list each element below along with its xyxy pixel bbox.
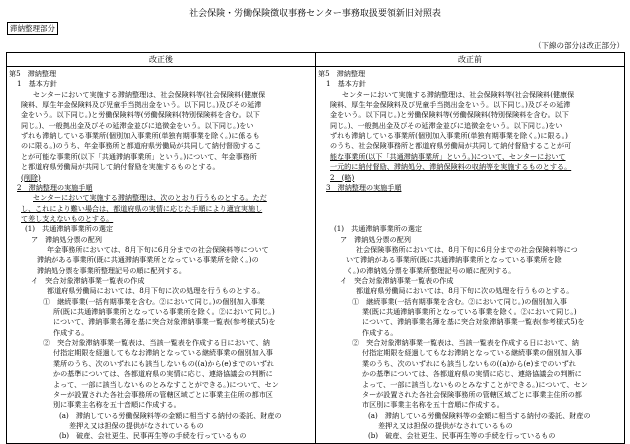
text-line: について、滞納事業名簿を基に突合対象滞納事業一覧表(参考様式5)を <box>362 317 585 327</box>
text-line: と都道府県労働局が共同して納付督励を実施するものとする。 <box>21 162 220 172</box>
text-line: よって、一部に該当しないものとみなすことができる。)について、セン <box>362 379 588 389</box>
text-line: 滞納がある事業所(既に共通滞納事業所となっている事業所を除く。)の <box>37 255 259 265</box>
text-line: (a) 滞納している労働保険料等の金額に相当する納付の委託、財産の <box>368 410 591 420</box>
text-line: 市区別に事業主名称を五十音順に作成する。 <box>362 400 504 410</box>
text-line: く。)の滞納処分票を事業所整理記号の順に配列する。 <box>346 265 516 275</box>
text-line: (削除) <box>21 172 41 182</box>
text-line: 険料、厚生年金保険料及び児童手当拠出金をいう。以下同じ。)及びその延滞 <box>330 100 571 110</box>
text-line: し、これにより難い場合は、都道府県の実情に応じた手順により適宜実施し <box>21 203 263 213</box>
text-line: ② 突合対象滞納事業一覧表は、当該一覧表を作成する日において、納 <box>352 338 579 348</box>
text-line: かの基準については、各都道府県の実情に応じ、連絡協議会の判断に <box>53 369 273 379</box>
text-line: 2 滞納整理の実施手順 <box>17 182 93 192</box>
text-line: イ 突合対象滞納事業一覧表の作成 <box>340 276 454 285</box>
text-line: のうち、社会保険事務所と都道府県労働局が共同して納付督励することが可 <box>330 141 572 151</box>
text-line: 業(既に共通滞納事業所となっている事業を除く。②において同じ。) <box>362 307 577 317</box>
text-line: (b) 破産、会社更生、民事再生等の手続を行っているもの <box>368 431 556 441</box>
text-line: (1) 共通滞納事業所の選定 <box>25 224 114 234</box>
text-line: 第5 滞納整理 <box>318 69 366 78</box>
text-line: ア 滞納処分票の配列 <box>31 234 102 244</box>
text-line: 業のうち、次のいずれにも該当しないもの((a)から(e)までのいずれ <box>362 358 576 368</box>
text-line: 滞納処分票を事業所整理記号の順に配列する。 <box>37 265 186 275</box>
text-line: ア 滞納処分票の配列 <box>340 234 411 244</box>
text-line: 2 (略) <box>330 172 355 182</box>
text-line: 1 基本方針 <box>326 79 366 89</box>
text-line: 付指定期限を経過してもなお滞納となっている継続事業の個別加入事 <box>53 348 273 358</box>
new-column <box>7 67 316 444</box>
text-line: 険料、厚生年金保険料及び児童手当拠出金をいう。以下同じ。)及びその延滞 <box>21 100 262 110</box>
text-line: かの基準については、各都道府県の実情に応じ、連絡協議会の判断に <box>362 369 582 379</box>
text-line: センターにおいて実施する滞納整理は、社会保険料等(社会保険料(健康保 <box>342 89 575 99</box>
text-line: (1) 共通滞納事業所の選定 <box>334 224 423 234</box>
text-line: 差押え又は担保の提供がなされているもの <box>378 420 513 430</box>
text-line: 所(既に共通滞納事業所となっている事業所を除く。②において同じ。) <box>53 307 275 317</box>
text-line: ずれも滞納している事業所(個別加入事業所(単独有期事業を除く。)に限る。) <box>330 131 568 141</box>
underline-note: （下線の部分は改正部分） <box>534 41 624 50</box>
text-line: ① 継続事業(一括有期事業を含む。②において同じ。)の個別加入事 <box>352 296 567 306</box>
text-line: センターにおいて実施する滞納整理は、社会保険料等(社会保険料(健康保 <box>33 89 266 99</box>
text-line: 都道府県労働局においては、8月下旬に次の処理を行うものとする。 <box>356 286 574 296</box>
text-line: ターが設置された各社会保険事務所の管轄区域ごとに事業主住所の都 <box>362 389 582 399</box>
text-line: ずれも滞納している事業所(個別加入事業所(単独有期事業を除く。)に係るも <box>21 131 260 141</box>
text-line: 一元的に納付督励、滞納処分、滞納保険料の収納等を実施するものとする。 <box>330 162 572 172</box>
text-line: (a) 滞納している労働保険料等の金額に相当する納付の委託、財産の <box>59 410 282 420</box>
text-line: 社会保険事務所においては、8月下旬に6月分までの社会保険料等につ <box>356 244 578 254</box>
text-line: ② 突合対象滞納事業一覧表は、当該一覧表を作成する日において、納 <box>43 338 270 348</box>
text-line: 金をいう。以下同じ。)と労働保険料等(労働保険料(特別保険料を含む。以下 <box>21 110 260 120</box>
text-line: 付指定期限を経過してもなお滞納となっている継続事業の個別加入事 <box>362 348 582 358</box>
text-line: 都道府県労働局においては、8月下旬に次の処理を行うものとする。 <box>47 286 265 296</box>
section-tag: 滞納整理部分 <box>7 22 58 35</box>
text-line: イ 突合対象滞納事業一覧表の作成 <box>31 276 145 285</box>
text-line: 3 滞納整理の実施手順 <box>326 182 402 192</box>
text-line: (b) 破産、会社更生、民事再生等の手続を行っているもの <box>59 431 247 441</box>
text-line: 能な事業所(以下「共通滞納事業所」という。)について、センターにおいて <box>330 151 566 161</box>
comparison-table <box>6 52 625 444</box>
text-line: 同じ。)、一般拠出金及びその延滞金並びに追徴金をいう。以下同じ。)をい <box>330 120 563 130</box>
old-column <box>316 67 625 444</box>
text-line: いて滞納がある事業所(既に共通滞納事業所となっている事業所を除 <box>346 255 562 265</box>
text-line: 業所のうち、次のいずれにも該当しないもの((a)から(e)までのいずれ <box>53 358 274 368</box>
text-line: ① 継続事業(一括有期事業を含む。②において同じ。)の個別加入事業 <box>43 296 265 306</box>
text-line: 作成する。 <box>53 327 89 337</box>
text-line: 年金事務所においては、8月下旬に6月分までの社会保険料等について <box>47 244 269 254</box>
text-line: 作成する。 <box>362 327 398 337</box>
text-line: 金をいう。以下同じ。)と労働保険料等(労働保険料(特別保険料を含む。以下 <box>330 110 569 120</box>
text-line: センターにおいて実施する滞納整理は、次のとおり行うものとする。ただ <box>33 193 267 203</box>
text-line: 1 基本方針 <box>17 79 57 89</box>
old-text-body <box>316 67 624 443</box>
text-line: て差し支えないものとする。 <box>21 213 114 223</box>
document-title: 社会保険・労働保険徴収事務センター事務取扱要領新旧対照表 <box>189 9 441 19</box>
text-line: 差押え又は担保の提供がなされているもの <box>69 420 204 430</box>
text-line: ターが設置された各社会事務所の管轄区域ごとに事業主住所の都市区 <box>53 389 273 399</box>
text-line: のに限る。)のうち、年金事務所と都道府県労働局が共同して納付督励するこ <box>21 141 262 151</box>
text-line: とが可能な事業所(以下「共通滞納事業所」という。)について、年金事務所 <box>21 151 257 161</box>
text-line: 第5 滞納整理 <box>9 69 57 78</box>
text-line: 別に事業主名称を五十音順に作成する。 <box>53 400 181 410</box>
new-column-header: 改正後 <box>7 53 316 67</box>
text-line: よって、一部に該当しないものとみなすことができる。)について、セン <box>53 379 279 389</box>
new-text-body <box>7 67 315 443</box>
text-line: について、滞納事業名簿を基に突合対象滞納事業一覧表(参考様式5)を <box>53 317 276 327</box>
old-column-header: 改正前 <box>316 53 625 67</box>
text-line: 同じ。)、一般拠出金及びその延滞金並びに追徴金をいう。以下同じ。)をい <box>21 120 254 130</box>
